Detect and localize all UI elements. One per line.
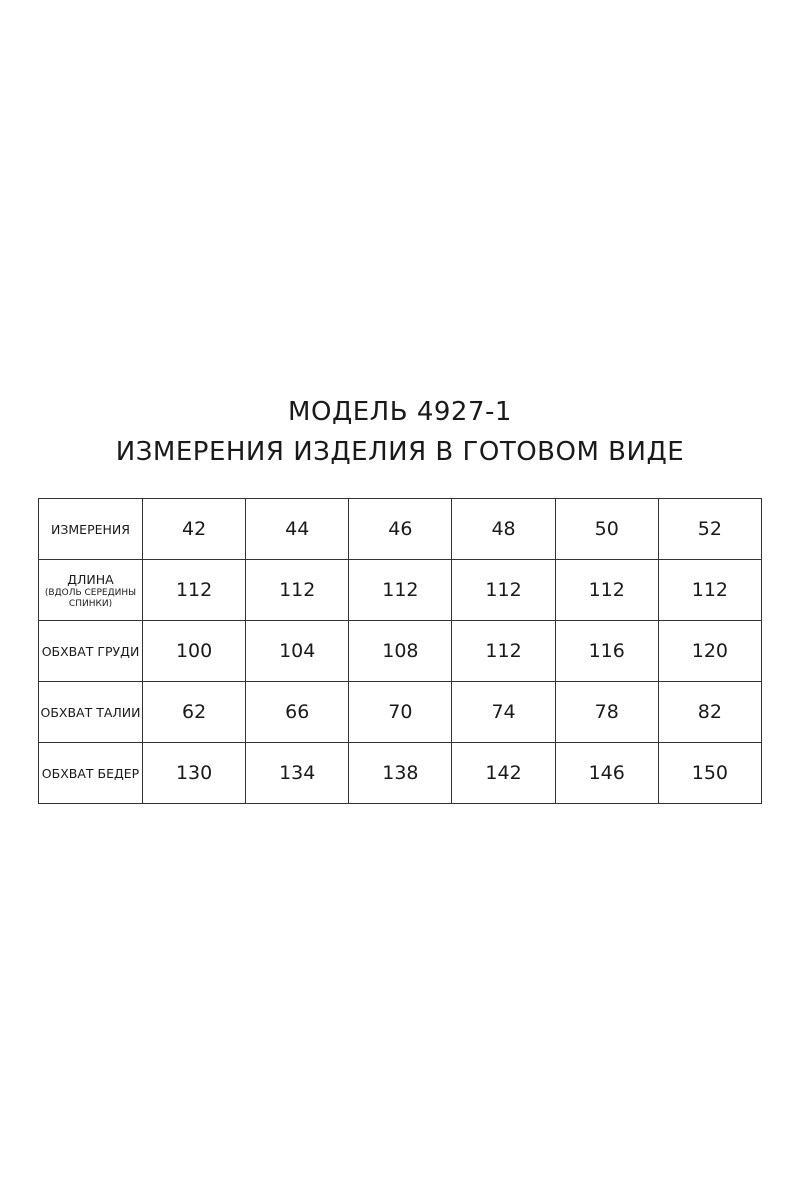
row-label-cell: ОБХВАТ БЕДЕР — [39, 743, 143, 804]
value-cell: 138 — [349, 743, 452, 804]
value-cell: 112 — [452, 560, 555, 621]
size-cell: 50 — [555, 499, 658, 560]
table-row — [39, 682, 762, 743]
size-table — [38, 498, 762, 804]
row-label: ДЛИНА — [67, 571, 114, 587]
table-row — [39, 621, 762, 682]
value-cell: 112 — [452, 621, 555, 682]
value-cell: 112 — [555, 560, 658, 621]
value-cell: 120 — [658, 621, 761, 682]
value-cell: 112 — [349, 560, 452, 621]
value-cell: 150 — [658, 743, 761, 804]
row-label-cell — [39, 560, 143, 621]
row-label-note: (ВДОЛЬ СЕРЕДИНЫ СПИНКИ) — [44, 587, 137, 609]
value-cell: 146 — [555, 743, 658, 804]
size-cell: 52 — [658, 499, 761, 560]
value-cell: 130 — [143, 743, 246, 804]
page-subtitle: ИЗМЕРЕНИЯ ИЗДЕЛИЯ В ГОТОВОМ ВИДЕ — [115, 437, 685, 467]
value-cell: 100 — [143, 621, 246, 682]
model-title: МОДЕЛЬ 4927-1 — [288, 397, 512, 427]
size-cell: 44 — [246, 499, 349, 560]
table-header-row — [39, 499, 762, 560]
value-cell: 112 — [246, 560, 349, 621]
value-cell: 104 — [246, 621, 349, 682]
value-cell: 112 — [658, 560, 761, 621]
size-cell: 46 — [349, 499, 452, 560]
value-cell: 70 — [349, 682, 452, 743]
row-label-cell: ОБХВАТ ГРУДИ — [39, 621, 143, 682]
value-cell: 108 — [349, 621, 452, 682]
page-header — [0, 392, 800, 472]
value-cell: 134 — [246, 743, 349, 804]
table-row — [39, 560, 762, 621]
size-cell: 48 — [452, 499, 555, 560]
value-cell: 142 — [452, 743, 555, 804]
value-cell: 78 — [555, 682, 658, 743]
value-cell: 66 — [246, 682, 349, 743]
row-label-cell: ОБХВАТ ТАЛИИ — [39, 682, 143, 743]
size-cell: 42 — [143, 499, 246, 560]
header-label-cell: ИЗМЕРЕНИЯ — [39, 499, 143, 560]
value-cell: 112 — [143, 560, 246, 621]
value-cell: 62 — [143, 682, 246, 743]
table-row — [39, 743, 762, 804]
value-cell: 116 — [555, 621, 658, 682]
value-cell: 82 — [658, 682, 761, 743]
value-cell: 74 — [452, 682, 555, 743]
